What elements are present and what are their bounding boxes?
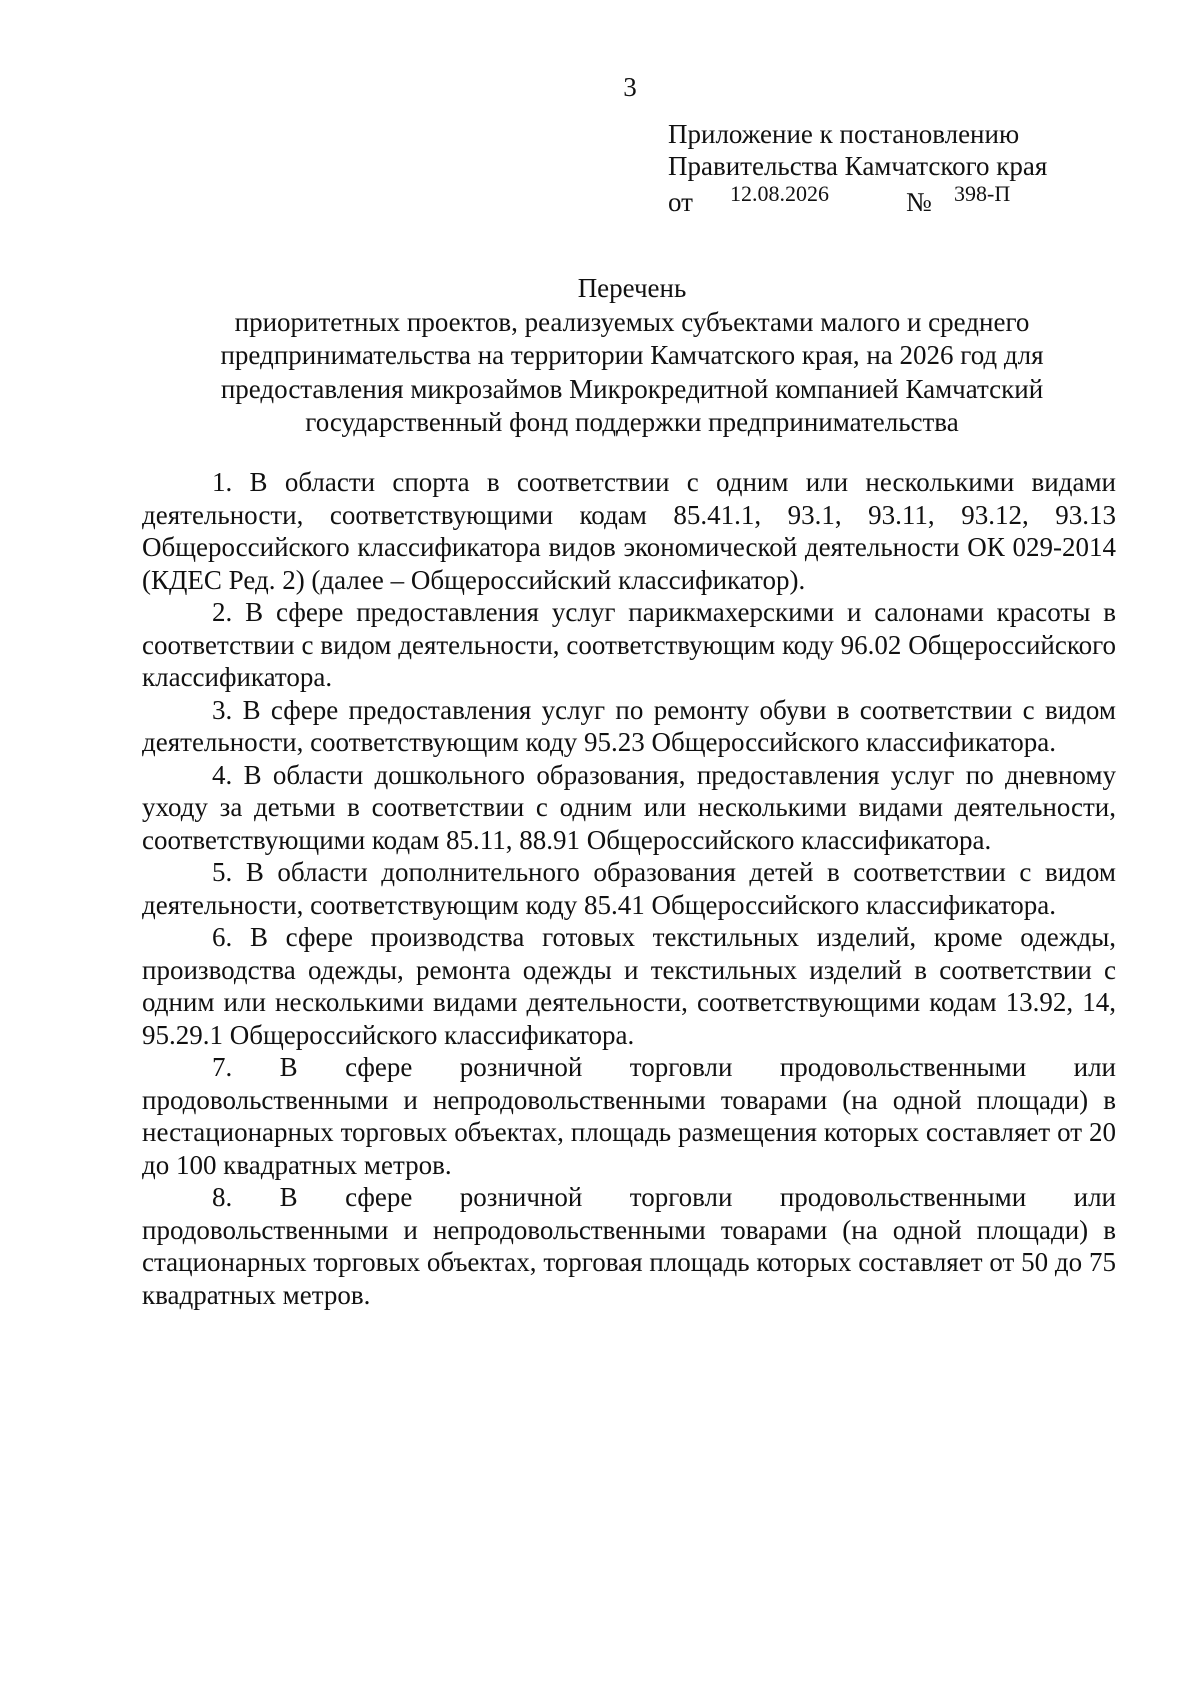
document-title <box>142 272 1122 440</box>
decree-number: 398-П <box>954 181 1011 206</box>
number-sign: № <box>906 187 932 217</box>
appendix-line-1: Приложение к постановлению <box>668 119 1020 149</box>
from-label: от <box>668 187 693 217</box>
list-item-2: 2. В сфере предоставления услуг парикмахерскими и салонами красоты в соответствии с видом деятельности, соответствующим коду 96.02 Общероссийского классификатора. <box>142 597 1116 692</box>
list-item-4: 4. В области дошкольного образования, предоставления услуг по дневному уходу за детьми в соответствии с одним или несколькими видами деятельности, соответствующими кодам 85.11, 88.91 Общероссийского классификатора. <box>142 759 1116 855</box>
title-line-1: приоритетных проектов, реализуемых субъектами малого и среднего <box>234 306 1030 337</box>
list-item-8: 8. В сфере розничной торговли продовольственными или продовольственными и непродовольственными товарами (на одной площади) в стационарных торговых объектах, торговая площадь которых составляет от 50 до 75 квадратных метров. <box>142 1182 1116 1310</box>
project-list <box>142 466 1116 1311</box>
title-line-3: предоставления микрозаймов Микрокредитной компанией Камчатский <box>220 373 1044 404</box>
list-item-5: 5. В области дополнительного образования детей в соответствии с видом деятельности, соответствующим коду 85.41 Общероссийского классификатора. <box>142 857 1116 920</box>
title-line-2: предпринимательства на территории Камчатского края, на 2026 год для <box>220 340 1044 370</box>
list-item-1: 1. В области спорта в соответствии с одним или несколькими видами деятельности, соответствующими кодам 85.41.1, 93.1, 93.11, 93.12, 93.13 Общероссийского классификатора видов экономической деятельности ОК 029-2014 (КДЕС Ред. 2) (далее – Общероссийский классификатор). <box>142 467 1116 595</box>
title-heading: Перечень <box>577 273 687 303</box>
list-item-7: 7. В сфере розничной торговли продовольственными или продовольственными и непродовольственными товарами (на одной площади) в нестационарных торговых объектах, площадь размещения которых составляет от 20 до 100 квадратных метров. <box>142 1052 1116 1180</box>
page-number: 3 <box>623 72 637 102</box>
decree-reference <box>668 181 1047 217</box>
decree-date: 12.08.2026 <box>730 181 829 206</box>
appendix-line-2: Правительства Камчатского края <box>668 151 1048 181</box>
list-item-6: 6. В сфере производства готовых текстильных изделий, кроме одежды, производства одежды, ремонта одежды и текстильных изделий в соответствии с одним или несколькими видами деятельности, соответствующими кодам 13.92, 14, 95.29.1 Общероссийского классификатора. <box>142 922 1116 1050</box>
appendix-header <box>668 118 1047 216</box>
title-line-4: государственный фонд поддержки предпринимательства <box>305 407 959 437</box>
list-item-3: 3. В сфере предоставления услуг по ремонту обуви в соответствии с видом деятельности, соответствующим коду 95.23 Общероссийского классификатора. <box>142 694 1116 757</box>
